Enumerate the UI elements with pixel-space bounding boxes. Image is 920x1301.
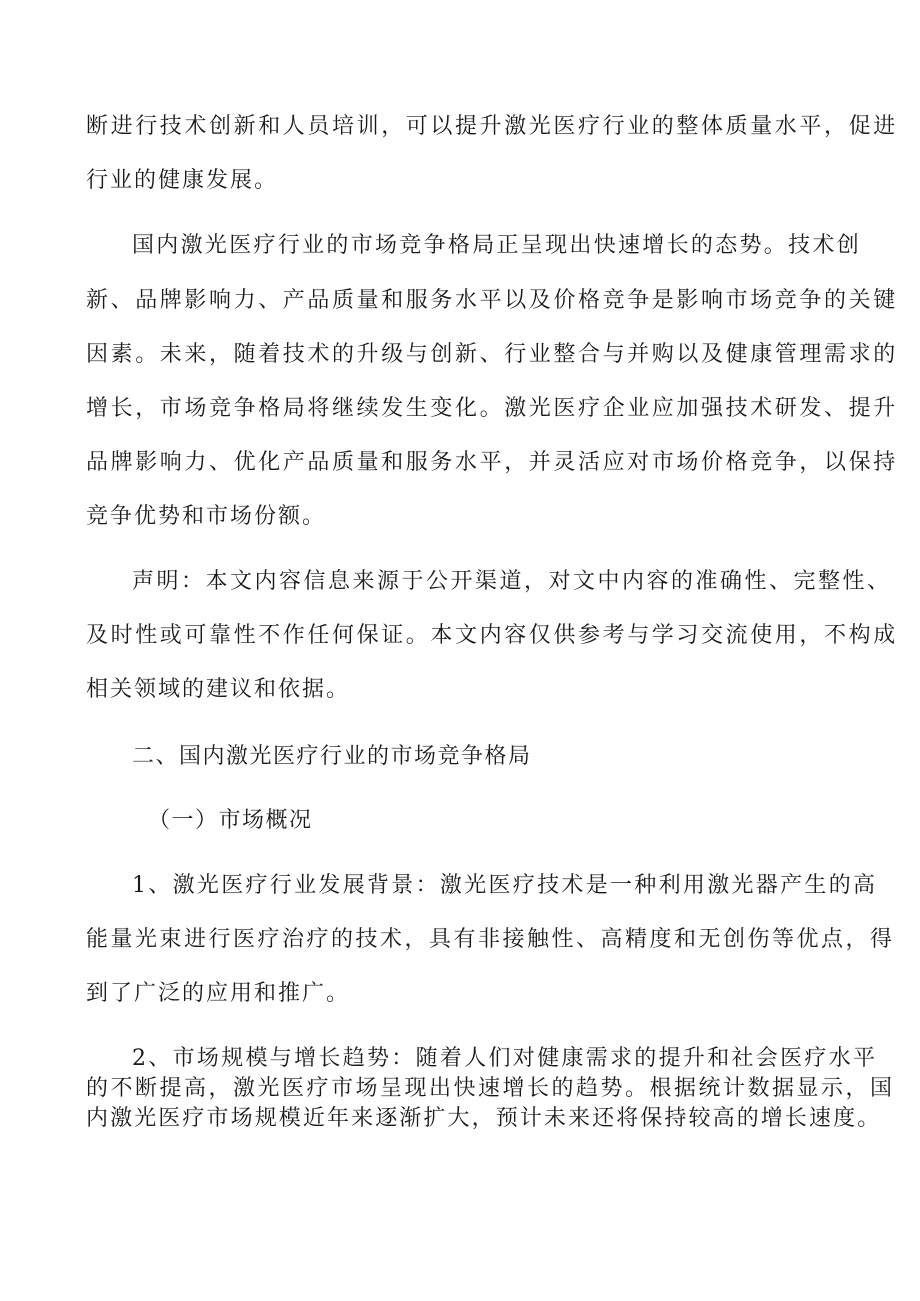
text-line: 能量光束进行医疗治疗的技术，具有非接触性、高精度和无创伤等优点，得 — [86, 927, 895, 952]
subsection-heading: （一）市场概况 — [148, 808, 313, 833]
text-line: 断进行技术创新和人员培训，可以提升激光医疗行业的整体质量水平，促进 — [86, 114, 898, 139]
text-line: 增长，市场竞争格局将继续发生变化。激光医疗企业应加强技术研发、提升 — [86, 396, 898, 421]
text-line: 品牌影响力、优化产品质量和服务水平，并灵活应对市场价格竞争，以保持 — [86, 450, 898, 475]
text-line: 声明：本文内容信息来源于公开渠道，对文中内容的准确性、完整性、 — [132, 569, 892, 594]
text-line: 相关领域的建议和依据。 — [86, 677, 351, 702]
text-line: 行业的健康发展。 — [86, 168, 279, 193]
text-line: 竞争优势和市场份额。 — [86, 504, 327, 529]
text-line: 及时性或可靠性不作任何保证。本文内容仅供参考与学习交流使用，不构成 — [86, 623, 898, 648]
text-line: 到了广泛的应用和推广。 — [86, 981, 351, 1006]
text-line: 2、市场规模与增长趋势：随着人们对健康需求的提升和社会医疗水平 — [132, 1046, 878, 1071]
text-line: 国内激光医疗行业的市场竞争格局正呈现出快速增长的态势。技术创 — [132, 233, 862, 258]
section-heading: 二、国内激光医疗行业的市场竞争格局 — [132, 744, 532, 769]
text-line: 内激光医疗市场规模近年来逐渐扩大，预计未来还将保持较高的增长速度。 — [86, 1106, 882, 1131]
text-line: 新、品牌影响力、产品质量和服务水平以及价格竞争是影响市场竞争的关键 — [86, 288, 898, 313]
text-line: 的不断提高，激光医疗市场呈现出快速增长的趋势。根据统计数据显示，国 — [86, 1076, 895, 1101]
text-line: 因素。未来，随着技术的升级与创新、行业整合与并购以及健康管理需求的 — [86, 342, 898, 367]
text-line: 1、激光医疗行业发展背景：激光医疗技术是一种利用激光器产生的高 — [132, 873, 878, 898]
